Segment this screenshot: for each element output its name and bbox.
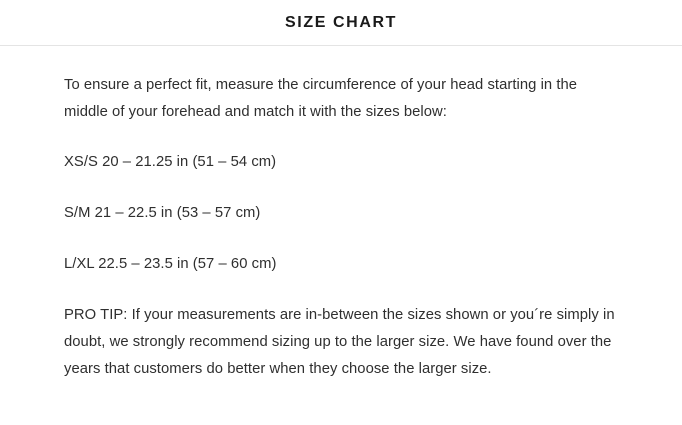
page-title: SIZE CHART bbox=[285, 13, 397, 31]
size-row-s-m: S/M 21 – 22.5 in (53 – 57 cm) bbox=[64, 205, 261, 221]
intro-paragraph: To ensure a perfect fit, measure the circumference of your head starting in the middle of your forehead and match it with the sizes below: bbox=[64, 77, 578, 120]
size-row-l-xl: L/XL 22.5 – 23.5 in (57 – 60 cm) bbox=[64, 256, 277, 272]
size-row-xs-s: XS/S 20 – 21.25 in (51 – 54 cm) bbox=[64, 154, 277, 170]
modal-body bbox=[0, 46, 682, 425]
pro-tip-paragraph: PRO TIP: If your measurements are in-between the sizes shown or you´re simply in doubt, we strongly recommend sizing up to the larger size. We have found over the years that customers do better when they choose the larger size. bbox=[64, 307, 615, 377]
modal-header bbox=[0, 0, 682, 46]
